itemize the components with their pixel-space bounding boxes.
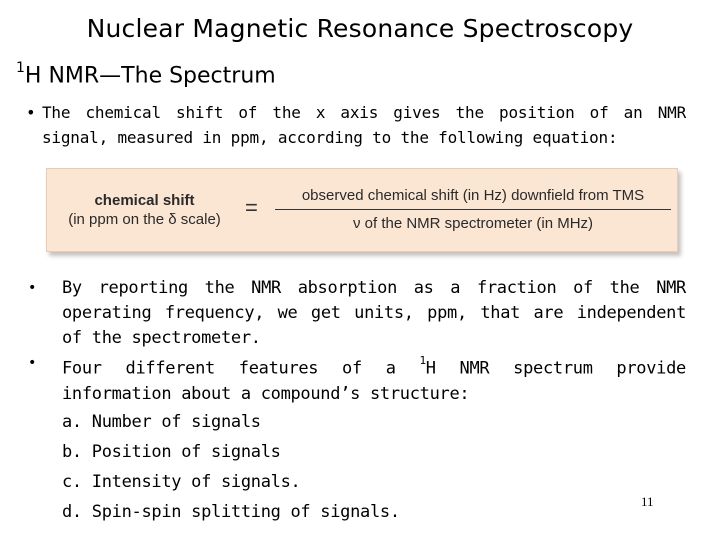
bullet-2-text-start: Four different features of a bbox=[62, 358, 420, 379]
bullet-marker: • bbox=[28, 355, 37, 371]
chemical-shift-equation bbox=[46, 168, 678, 252]
bullet-2-text-end: H NMR spectrum provide information about a compound’s structure: bbox=[62, 358, 686, 404]
list-item: a. Number of signals bbox=[62, 411, 261, 432]
equation-numerator: observed chemical shift (in Hz) downfield from TMS bbox=[275, 187, 671, 210]
bullet-1-text: By reporting the NMR absorption as a fraction of the NMR operating frequency, we get units, ppm, that are independent of the spectrometer. bbox=[62, 278, 686, 348]
subtitle-superscript: 1 bbox=[16, 60, 25, 76]
intro-bullet: • bbox=[26, 103, 36, 122]
equation-denominator: ν of the NMR spectrometer (in MHz) bbox=[352, 215, 594, 232]
bullet-marker: • bbox=[28, 280, 37, 296]
equation-left-line2: (in ppm on the δ scale) bbox=[68, 211, 221, 228]
equation-left-line1: chemical shift bbox=[94, 192, 195, 209]
subtitle-text: H NMR—The Spectrum bbox=[24, 63, 276, 89]
equation-fraction bbox=[275, 187, 671, 232]
list-item: c. Intensity of signals. bbox=[62, 471, 301, 492]
page-number: 11 bbox=[641, 494, 654, 509]
bullet-item-2 bbox=[28, 351, 686, 407]
intro-text: The chemical shift of the x axis gives the position of an NMR signal, measured in ppm, according to the following equation: bbox=[42, 103, 686, 147]
slide-body bbox=[28, 276, 686, 527]
feature-list bbox=[62, 407, 686, 527]
bullet-2-superscript: 1 bbox=[419, 354, 426, 367]
bullet-item-1 bbox=[28, 276, 686, 351]
slide-title: Nuclear Magnetic Resonance Spectroscopy bbox=[86, 14, 634, 43]
equation-left-side bbox=[57, 191, 232, 229]
equation-equals-sign: = bbox=[245, 195, 258, 220]
intro-paragraph bbox=[26, 100, 686, 150]
slide-subtitle bbox=[16, 62, 276, 88]
list-item: d. Spin-spin splitting of signals. bbox=[62, 501, 400, 522]
list-item: b. Position of signals bbox=[62, 441, 281, 462]
